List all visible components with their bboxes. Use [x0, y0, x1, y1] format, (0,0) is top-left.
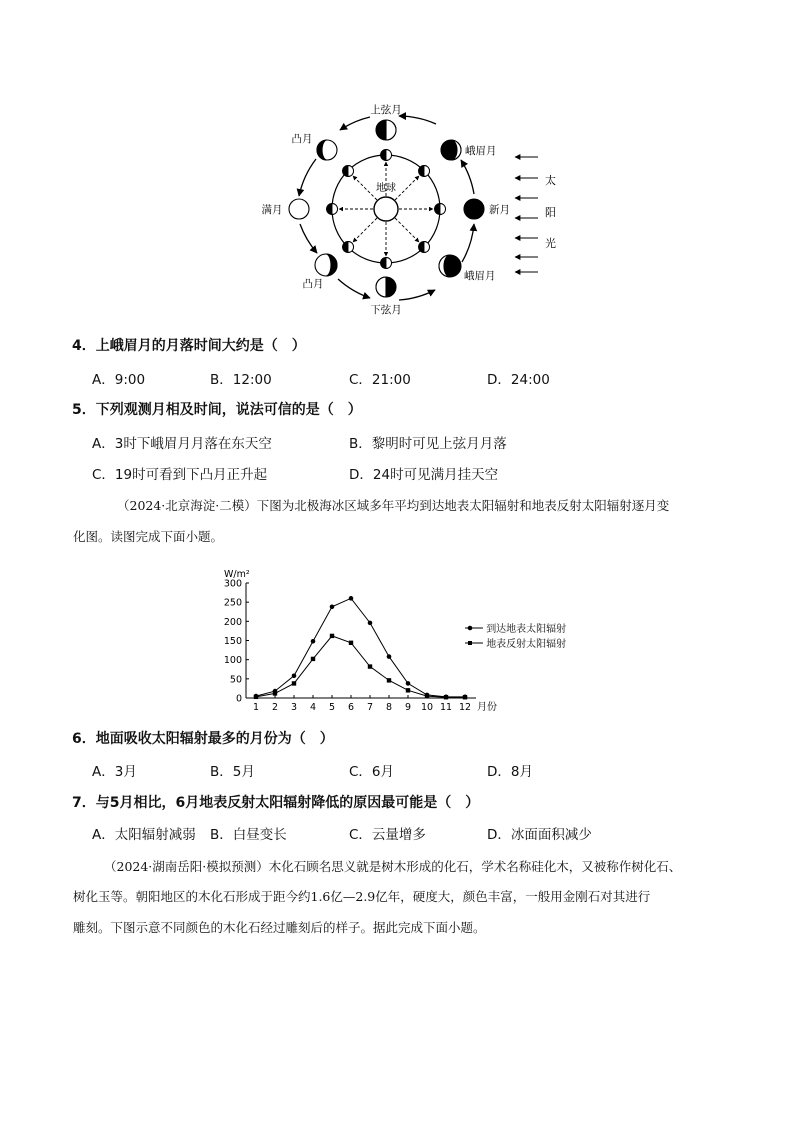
- y-tick-label: 300: [223, 578, 242, 590]
- intro-2-line-1: （2024·湖南岳阳·模拟预测）木化石顾名思义就是树木形成的化石，学术名称硅化木，又被称作树化石、: [104, 859, 682, 874]
- earth-icon: [374, 197, 398, 221]
- new-moon-icon: [464, 199, 484, 219]
- question-5-option-b[interactable]: B．黎明时可见上弦月月落: [349, 436, 507, 452]
- series-1-point: [387, 654, 392, 659]
- y-tick-label: 250: [223, 597, 242, 609]
- x-tick-label: 4: [309, 702, 317, 713]
- label-crescent-top: 峨眉月: [465, 145, 497, 157]
- moon-phase-diagram: [250, 95, 560, 320]
- waning-gibbous-moon-icon: [315, 254, 337, 276]
- x-tick-label: 9: [404, 702, 412, 713]
- intro-1-line-2: 化图。读图完成下面小题。: [73, 529, 224, 544]
- full-moon-icon: [289, 199, 309, 219]
- series-2-point: [406, 688, 410, 692]
- label-new-moon: 新月: [489, 204, 510, 216]
- legend-circle-marker-icon: [465, 624, 483, 632]
- series-2-point: [292, 681, 296, 685]
- label-gibbous-bottom: 凸月: [302, 278, 324, 290]
- inner-moon-top: [381, 150, 392, 161]
- inner-moon-bl: [343, 242, 354, 253]
- series-2-point: [368, 664, 372, 668]
- legend-label-reflected: 地表反射太阳辐射: [486, 639, 567, 650]
- series-1-point: [349, 596, 354, 601]
- series-1-point: [311, 639, 316, 644]
- x-tick-label: 5: [328, 702, 336, 713]
- series-line-1: [256, 598, 465, 697]
- legend-item-reflected: [465, 637, 566, 652]
- series-1-point: [368, 621, 373, 626]
- chart-legend: [465, 622, 566, 652]
- series-2-point: [254, 695, 258, 699]
- y-tick-label: 200: [223, 616, 242, 628]
- label-sunlight-1: 太: [545, 174, 556, 187]
- question-4-option-c[interactable]: C．21:00: [349, 372, 411, 388]
- question-7-stem: 7．与5月相比，6月地表反射太阳辐射降低的原因最可能是（ ）: [72, 795, 480, 811]
- series-2-point: [311, 657, 315, 661]
- x-tick-label: 1: [252, 702, 260, 713]
- sunlight-arrows: [515, 157, 538, 272]
- label-earth: 地球: [376, 183, 396, 194]
- question-4-option-b[interactable]: B．12:00: [210, 372, 272, 388]
- question-5-option-a[interactable]: A．3时下峨眉月月落在东天空: [92, 436, 272, 452]
- label-sunlight-2: 阳: [545, 206, 556, 219]
- y-tick-label: 50: [229, 674, 242, 686]
- question-6-stem: 6．地面吸收太阳辐射最多的月份为（ ）: [72, 731, 334, 747]
- question-4-option-a[interactable]: A．9:00: [92, 372, 146, 388]
- question-4-stem: 4．上峨眉月的月落时间大约是（ ）: [72, 338, 306, 354]
- question-6-option-a[interactable]: A．3月: [92, 764, 137, 780]
- x-tick-label: 8: [385, 702, 393, 713]
- x-tick-label: 11: [439, 702, 453, 713]
- series-2-point: [349, 641, 353, 645]
- question-5-option-c[interactable]: C．19时可看到下凸月正升起: [92, 467, 268, 483]
- label-full-moon: 满月: [261, 204, 283, 216]
- question-7-option-c[interactable]: C．云量增多: [349, 827, 426, 843]
- y-tick-label: 0: [235, 693, 242, 705]
- series-2-point: [273, 691, 277, 695]
- question-7-option-a[interactable]: A．太阳辐射减弱: [92, 827, 196, 843]
- x-tick-label: 2: [271, 702, 279, 713]
- series-1-point: [292, 673, 297, 678]
- series-line-2: [256, 636, 465, 697]
- waxing-gibbous-moon-icon: [317, 140, 337, 160]
- inner-moon-left: [327, 204, 338, 215]
- intro-2-line-2: 树化玉等。朝阳地区的木化石形成于距今约1.6亿—2.9亿年，硬度大，颜色丰富，一般用金刚石对其进行: [73, 889, 651, 904]
- series-2-point: [444, 695, 448, 699]
- label-gibbous-top: 凸月: [291, 133, 313, 145]
- y-tick-label: 100: [223, 655, 242, 667]
- question-6-option-d[interactable]: D．8月: [487, 764, 533, 780]
- series-2-point: [330, 634, 334, 638]
- last-quarter-moon-icon: [376, 277, 396, 297]
- x-tick-label: 7: [366, 702, 374, 713]
- question-4-option-d[interactable]: D．24:00: [487, 372, 550, 388]
- series-1-point: [330, 604, 335, 609]
- legend-square-marker-icon: [465, 639, 483, 647]
- question-6-option-b[interactable]: B．5月: [210, 764, 255, 780]
- x-tick-label: 6: [347, 702, 355, 713]
- question-5-option-d[interactable]: D．24时可见满月挂天空: [349, 467, 499, 483]
- series-1-point: [406, 681, 411, 686]
- x-axis-label: 月份: [477, 702, 497, 713]
- first-quarter-moon-icon: [376, 120, 396, 140]
- question-7-option-b[interactable]: B．白昼变长: [210, 827, 287, 843]
- label-last-quarter: 下弦月: [370, 304, 402, 316]
- x-tick-label: 12: [458, 702, 472, 713]
- label-crescent-bottom: 峨眉月: [464, 270, 496, 282]
- waning-crescent-moon-icon: [439, 255, 461, 277]
- intro-2-line-3: 雕刻。下图示意不同颜色的木化石经过雕刻后的样子。据此完成下面小题。: [73, 920, 486, 935]
- label-sunlight-3: 光: [545, 237, 556, 250]
- y-tick-label: 150: [223, 636, 242, 647]
- inner-moon-br: [419, 242, 430, 253]
- x-tick-label: 3: [290, 702, 298, 713]
- legend-item-arriving: [465, 622, 566, 637]
- series-2-point: [463, 695, 467, 699]
- waxing-crescent-moon-icon: [441, 140, 461, 160]
- series-2-point: [425, 694, 429, 698]
- legend-label-arriving: 到达地表太阳辐射: [486, 624, 567, 635]
- intro-1-line-1: （2024·北京海淀·二模）下图为北极海冰区域多年平均到达地表太阳辐射和地表反射太阳辐射逐月变: [117, 498, 670, 513]
- question-7-option-d[interactable]: D．冰面面积减少: [487, 827, 592, 843]
- label-first-quarter: 上弦月: [370, 104, 402, 116]
- question-5-stem: 5．下列观测月相及时间，说法可信的是（ ）: [72, 402, 362, 418]
- inner-moon-right: [435, 204, 446, 215]
- inner-moon-tl: [343, 166, 354, 177]
- question-6-option-c[interactable]: C．6月: [349, 764, 395, 780]
- y-axis-label: W/m²: [224, 569, 250, 580]
- series-2-point: [387, 678, 391, 682]
- x-tick-label: 10: [420, 702, 434, 713]
- inner-moon-bottom: [381, 258, 392, 269]
- inner-moon-tr: [419, 166, 430, 177]
